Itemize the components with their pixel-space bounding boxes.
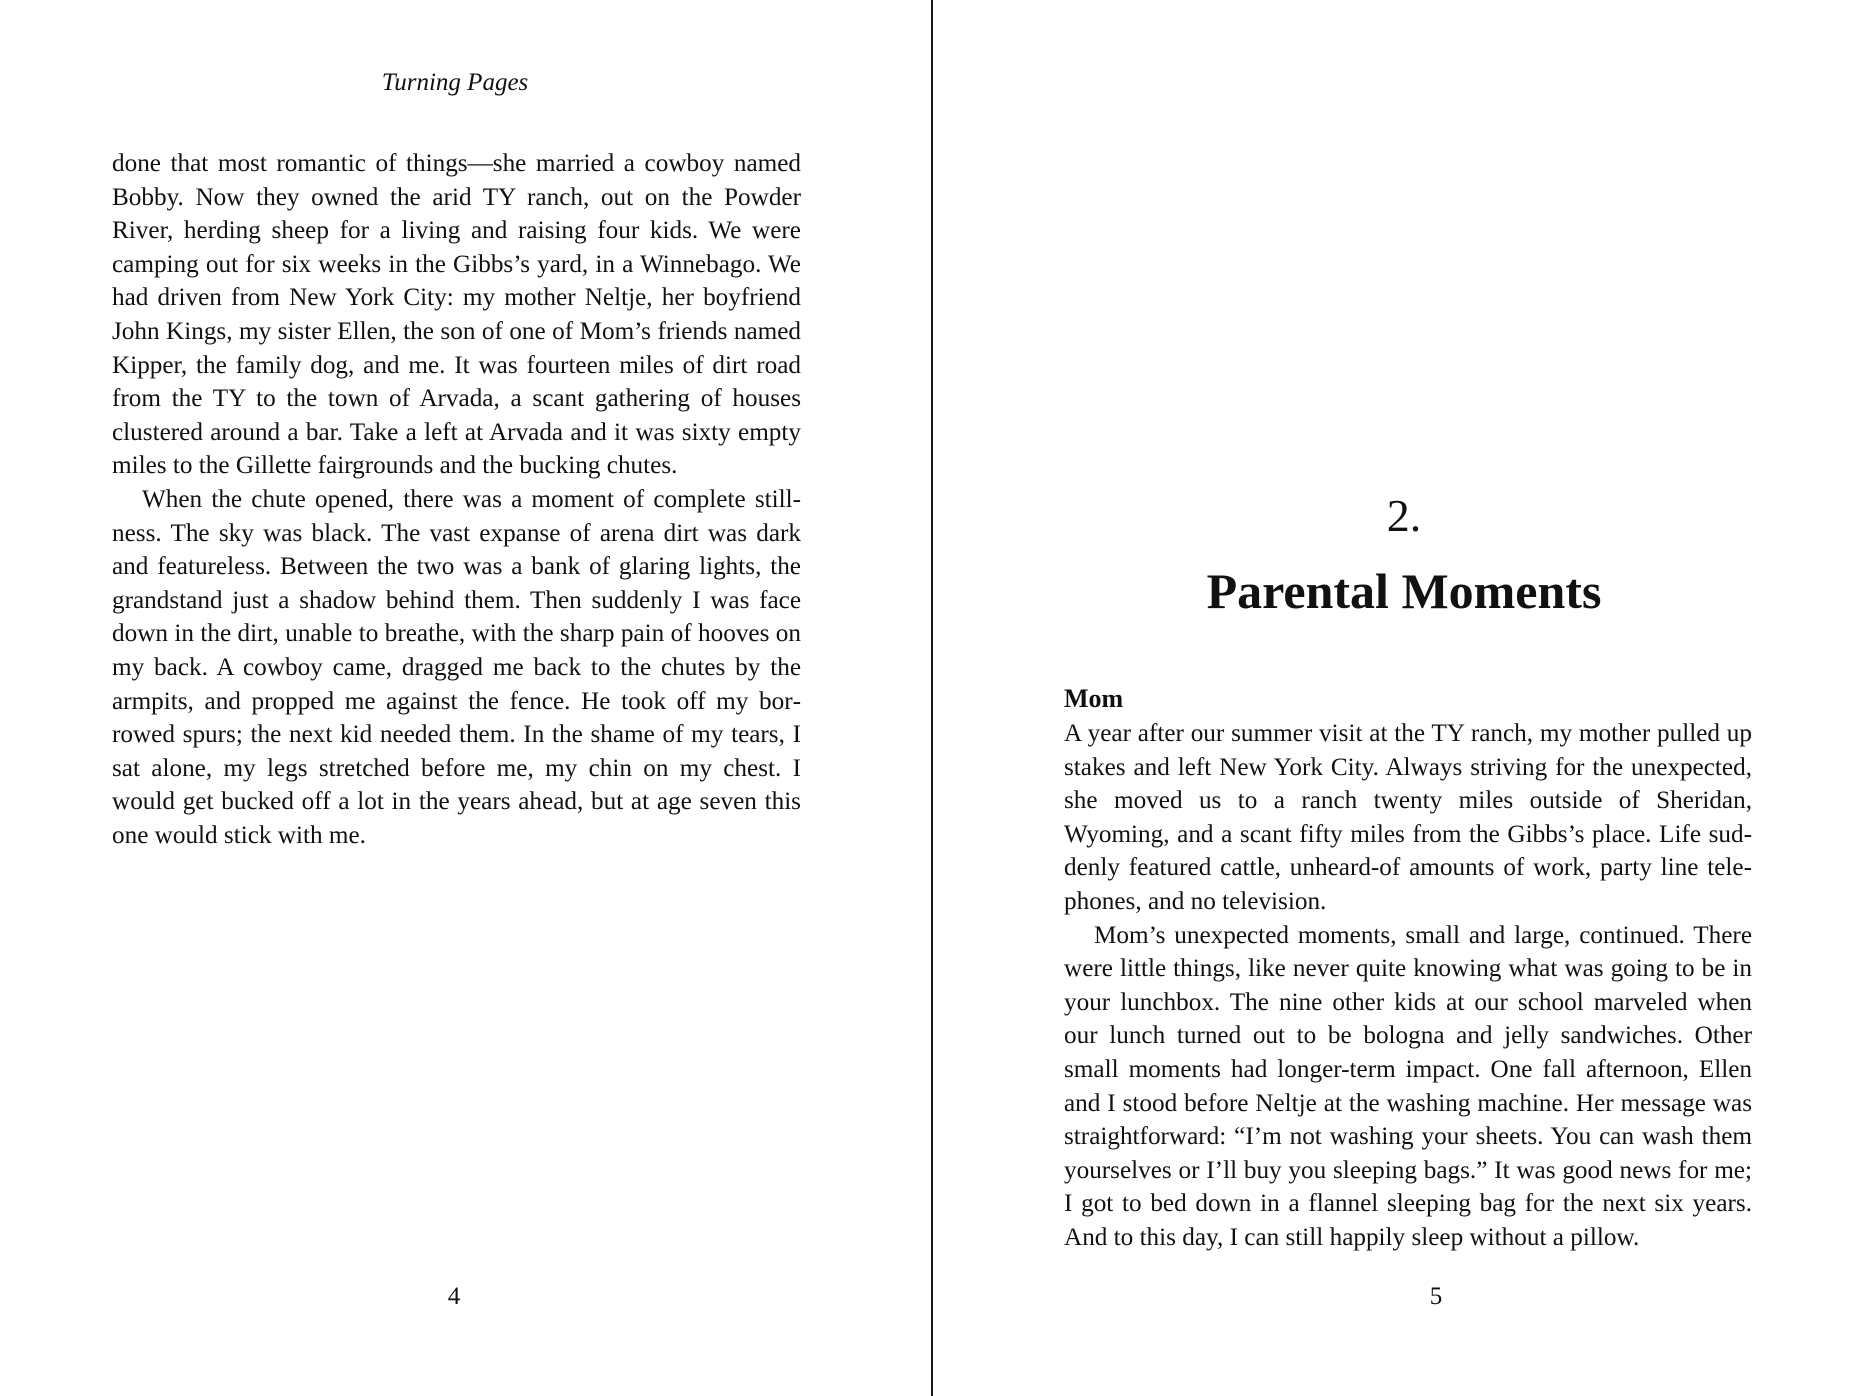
running-head: Turning Pages (381, 69, 529, 96)
body-paragraph: When the chute opened, there was a moment of complete stillness. The sky was black. The vast expanse of arena dirt was dark and featureless. Between the two was a bank of glaring lights, the grandstand just a shadow behind them. Then suddenly I was face down in the dirt, unable to breathe, with the sharp pain of hooves on my back. A cowboy came, dragged me back to the chutes by the armpits, and propped me against the fence. He took off my borrowed spurs; the next kid needed them. In the shame of my tears, I sat alone, my legs stretched before me, my chin on my chest. I would get bucked off a lot in the years ahead, but at age seven this one would stick with me. (112, 485, 801, 849)
left-page-body (112, 147, 801, 852)
right-page (934, 0, 1862, 1396)
body-paragraph: A year after our summer visit at the TY ranch, my mother pulled up stakes and left New York City. Always striving for the unexpected, she moved us to a ranch twenty miles outside of Sheridan, Wyoming, and a scant fifty miles from the Gibbs’s place. Life suddenly featured cattle, unheard-of amounts of work, party line telephones, and no television. (1064, 720, 1752, 915)
body-paragraph: Mom’s unexpected moments, small and large, continued. There were little things, like never quite knowing what was going to be in your lunchbox. The nine other kids at our school marveled when our lunch turned out to be bologna and jelly sandwiches. Other small moments had longer-term impact. One fall afternoon, Ellen and I stood before Neltje at the washing machine. Her message was straightforward: “I’m not washing your sheets. You can wash them yourselves or I’ll buy you sleeping bags.” It was good news for me; I got to bed down in a flannel sleeping bag for the next six years. And to this day, I can still happily sleep without a pillow. (1064, 921, 1752, 1251)
right-page-body (1064, 717, 1752, 1255)
chapter-number: 2. (1386, 490, 1422, 541)
section-heading: Mom (1064, 684, 1124, 713)
page-number: 4 (447, 1283, 461, 1310)
chapter-title: Parental Moments (1206, 563, 1602, 619)
gutter-divider (931, 0, 933, 1396)
body-paragraph: done that most romantic of things—she married a cowboy named Bobby. Now they owned the arid TY ranch, out on the Powder River, herding sheep for a living and raising four kids. We were camping out for six weeks in the Gibbs’s yard, in a Winnebago. We had driven from New York City: my mother Neltje, her boyfriend John Kings, my sister Ellen, the son of one of Mom’s friends named Kipper, the family dog, and me. It was fourteen miles of dirt road from the TY to the town of Arvada, a scant gathering of houses clustered around a bar. Take a left at Arvada and it was sixty empty miles to the Gillette fairgrounds and the bucking chutes. (112, 150, 801, 480)
page-number: 5 (1429, 1283, 1443, 1310)
